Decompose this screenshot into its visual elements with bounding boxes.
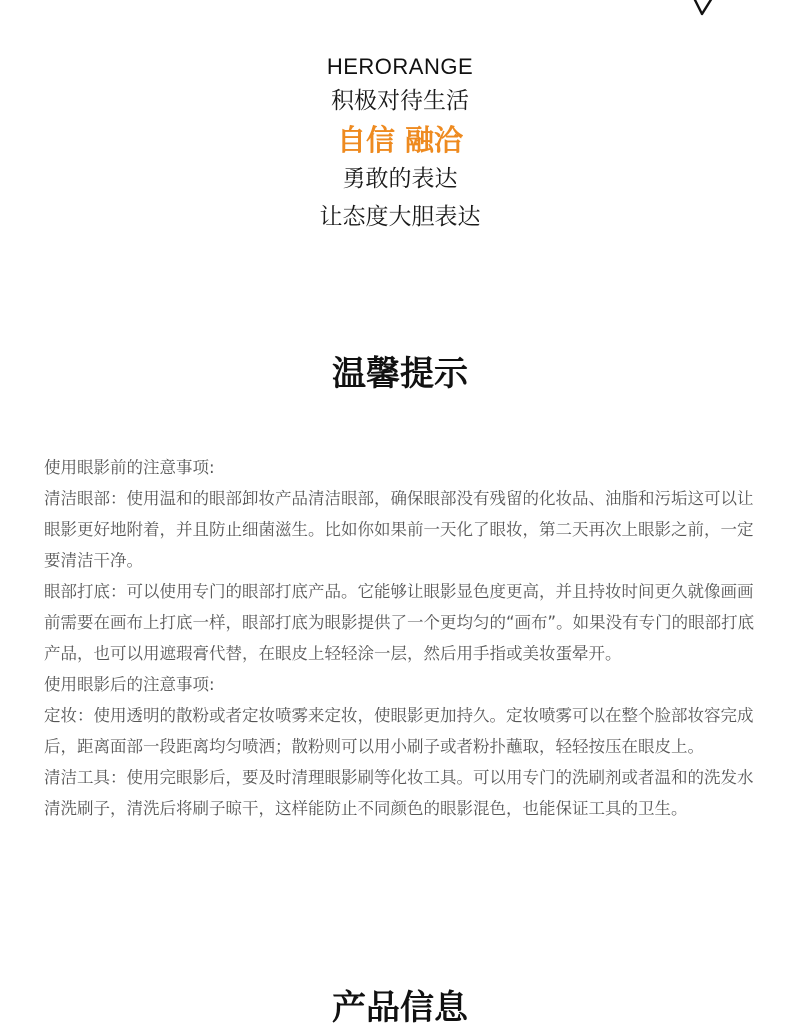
slogan-line-3: 勇敢的表达	[342, 166, 458, 192]
brand-name: HERORANGE	[326, 54, 474, 79]
tips-title: 温馨提示	[332, 354, 468, 394]
slogan-block	[0, 52, 800, 236]
tips-body	[44, 452, 756, 824]
tips-paragraph: 清洁眼部：使用温和的眼部卸妆产品清洁眼部，确保眼部没有残留的化妆品、油脂和污垢这可以让眼影更好地附着，并且防止细菌滋生。比如你如果前一天化了眼妆，第二天再次上眼影之前，一定要清洁干净。	[44, 489, 754, 570]
corner-decoration-icon	[688, 0, 718, 16]
slogan-accent-line: 自信 融洽	[336, 123, 464, 157]
tips-paragraph: 使用眼影后的注意事项:	[44, 675, 215, 694]
slogan-line-1: 积极对待生活	[331, 88, 469, 114]
product-info-title: 产品信息	[332, 988, 468, 1028]
tips-paragraph: 眼部打底：可以使用专门的眼部打底产品。它能够让眼影显色度更高，并且持妆时间更久就像画画前需要在画布上打底一样，眼部打底为眼影提供了一个更均匀的“画布”。如果没有专门的眼部打底产品，也可以用遮瑕膏代替，在眼皮上轻轻涂一层，然后用手指或美妆蛋晕开。	[44, 582, 755, 663]
slogan-line-4: 让态度大胆表达	[319, 204, 481, 230]
tips-paragraph: 定妆：使用透明的散粉或者定妆喷雾来定妆，使眼影更加持久。定妆喷雾可以在整个脸部妆容完成后，距离面部一段距离均匀喷洒；散粉则可以用小刷子或者粉扑蘸取，轻轻按压在眼皮上。	[44, 706, 754, 756]
tips-paragraph: 清洁工具：使用完眼影后，要及时清理眼影刷等化妆工具。可以用专门的洗刷剂或者温和的洗发水清洗刷子，清洗后将刷子晾干，这样能防止不同颜色的眼影混色，也能保证工具的卫生。	[44, 768, 754, 818]
tips-paragraph: 使用眼影前的注意事项:	[44, 458, 215, 477]
